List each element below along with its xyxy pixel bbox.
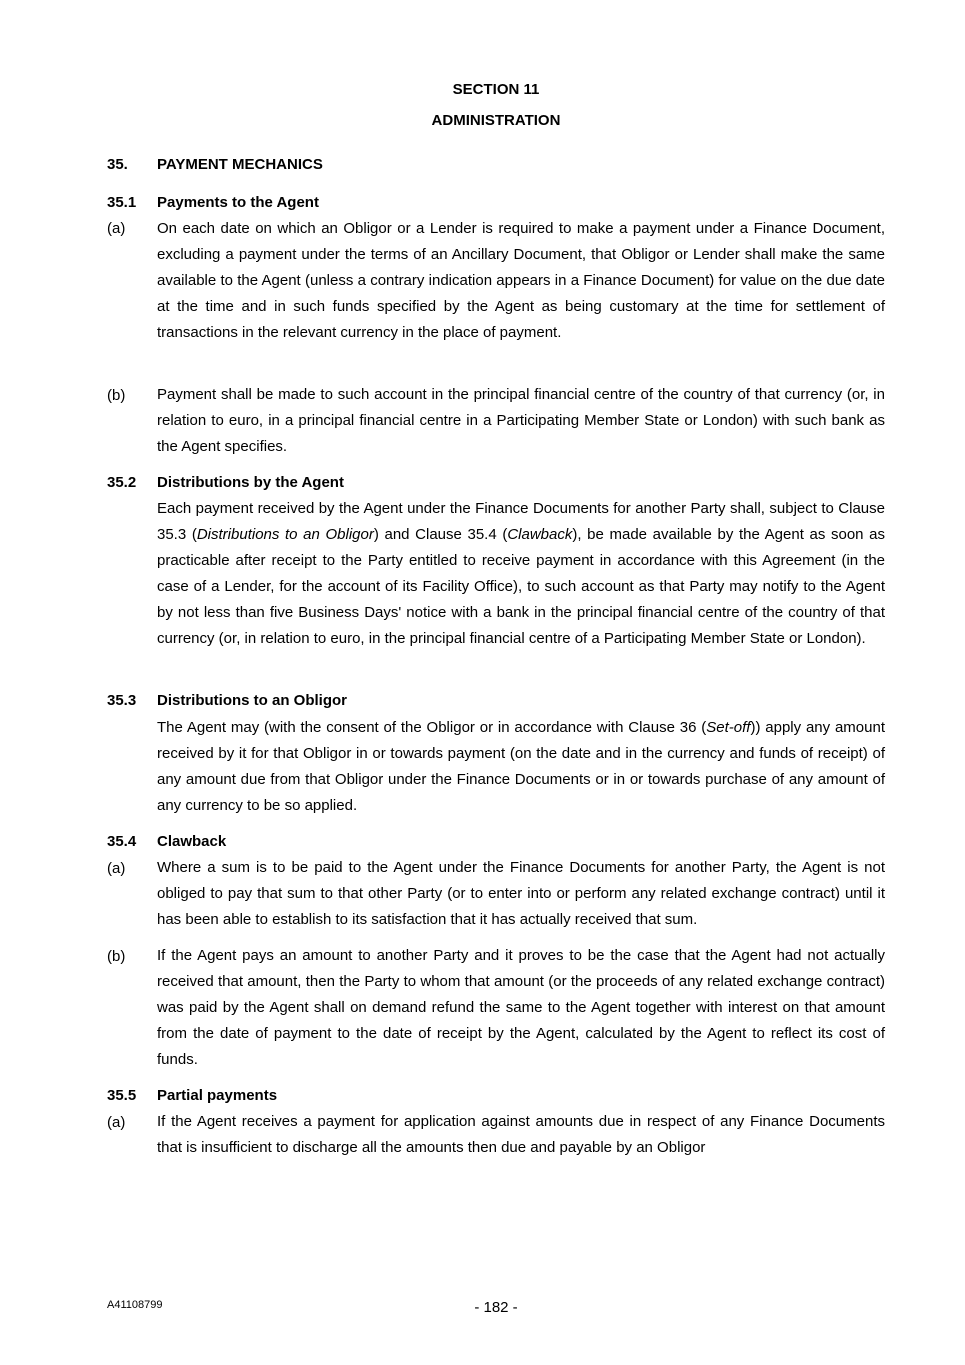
- subclause-number: 35.1: [107, 194, 137, 211]
- section-title: SECTION 11: [452, 81, 540, 98]
- paragraph-label: (a): [107, 1114, 126, 1131]
- subclause-title: Distributions by the Agent: [157, 474, 344, 491]
- paragraph-label: (a): [107, 220, 126, 237]
- subclause-number: 35.2: [107, 474, 137, 491]
- paragraph-label: (b): [107, 387, 126, 404]
- subclause-number: 35.4: [107, 833, 137, 850]
- subclause-title: Payments to the Agent: [157, 194, 319, 211]
- clause-title: PAYMENT MECHANICS: [157, 156, 323, 173]
- paragraph-label: (b): [107, 948, 126, 965]
- subclause-number: 35.5: [107, 1087, 137, 1104]
- paragraph-35-1-b: Payment shall be made to such account in the principal financial centre of the country of that currency (or, in relation to euro, in a principal financial centre in a Participating Member State or London) with such bank as the Agent specifies.: [157, 386, 885, 455]
- page-number: - 182 -: [474, 1299, 518, 1316]
- paragraph-35-4-b: If the Agent pays an amount to another Party and it proves to be the case that the Agent had not actually received that amount, then the Party to whom that amount (or the proceeds of any related exchange contract) was paid by the Agent shall on demand refund the same to the Agent together with interest on that amount from the date of payment to the date of receipt by the Agent, calculated by the Agent to reflect its cost of funds.: [157, 947, 885, 1068]
- paragraph-35-2: Each payment received by the Agent under the Finance Documents for another Party shall, subject to Clause 35.3 (Distributions to an Obligor) and Clause 35.4 (Clawback), be made available by the Agent as soon as practicable after receipt to the Party entitled to receive payment in accordance with this Agreement (in the case of a Lender, for the account of its Facility Office), to such account as that Party may notify to the Agent by not less than five Business Days' notice with a bank in the principal financial centre of the country of that currency (or, in relation to euro, in the principal financial centre of a Participating Member State or London).: [157, 500, 886, 647]
- subclause-title: Partial payments: [157, 1087, 278, 1104]
- paragraph-35-1-a: On each date on which an Obligor or a Lender is required to make a payment under a Finance Document, excluding a payment under the terms of an Ancillary Document, that Obligor or Lender shall make the same available to the Agent (unless a contrary indication appears in a Finance Document) for value on the due date at the time and in such funds specified by the Agent as being customary at the time for settlement of transactions in the relevant currency in the place of payment.: [157, 220, 885, 341]
- paragraph-35-4-a: Where a sum is to be paid to the Agent under the Finance Documents for another Party, the Agent is not obliged to pay that sum to that other Party (or to enter into or perform any related exchange contract) until it has been able to establish to its satisfaction that it has actually received that sum.: [157, 859, 885, 928]
- paragraph-35-3: The Agent may (with the consent of the Obligor or in accordance with Clause 36 (Set-off)) apply any amount received by it for that Obligor in or towards payment (on the date and in the currency and funds of receipt) of any amount due from that Obligor under the Finance Documents or in or towards purchase of any amount of any currency to be so applied.: [157, 719, 886, 814]
- subclause-title: Clawback: [157, 833, 227, 850]
- subclause-number: 35.3: [107, 692, 137, 709]
- section-subtitle: ADMINISTRATION: [431, 112, 561, 129]
- subclause-title: Distributions to an Obligor: [157, 692, 347, 709]
- clause-number: 35.: [107, 156, 128, 173]
- paragraph-label: (a): [107, 860, 126, 877]
- document-reference: A41108799: [107, 1299, 163, 1311]
- paragraph-35-5-a: If the Agent receives a payment for application against amounts due in respect of any Finance Documents that is insufficient to discharge all the amounts then due and payable by an Obligor: [157, 1113, 885, 1156]
